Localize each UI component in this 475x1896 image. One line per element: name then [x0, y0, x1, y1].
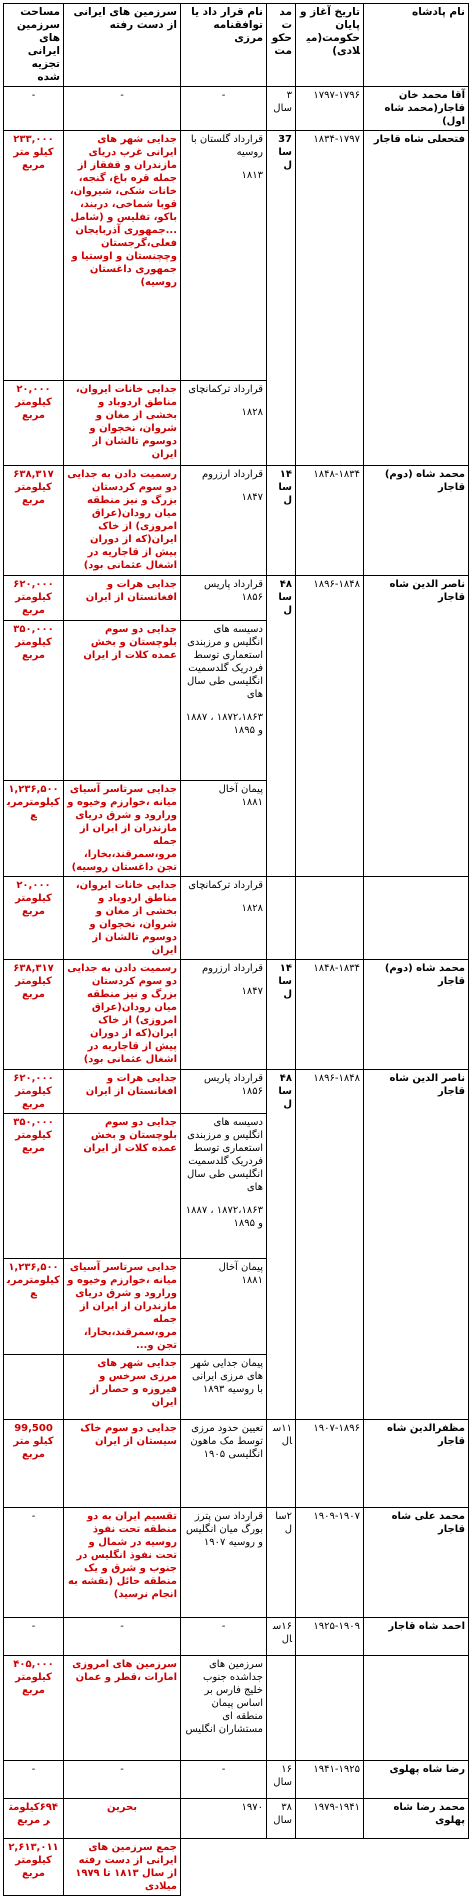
- treaty-cell: [181, 131, 267, 381]
- treaty-year: ۱۸۱۳: [241, 170, 263, 181]
- period-cell: ۱۸۹۶-۱۸۴۸: [296, 1070, 364, 1420]
- treaty-name: قرارداد ارزروم: [201, 469, 263, 480]
- treaty-cell: تعیین حدود مرزی توسط مک ماهون انگلیسی ۱۹۰۵: [181, 1420, 267, 1508]
- treaty-cell: [181, 381, 267, 466]
- treaty-year: ۱۸۸۱: [241, 1275, 263, 1286]
- duration-cell: ۳۸ سال: [267, 1799, 296, 1839]
- lost-cell: رسمیت دادن به جدایی دو سوم کردستان بزرگ و نیز منطقه میان رودان(عراق امروزی) از خاک ایران(که از دوران پیش از قاجاریه در اشغال عثمانی بود): [64, 466, 181, 576]
- area-cell: ۲۰,۰۰۰ کیلومتر مربع: [4, 877, 64, 960]
- treaty-year: ۱۸۵۶: [241, 592, 263, 603]
- period-cell: ۱۹۷۹-۱۹۴۱: [296, 1799, 364, 1839]
- header-row: [4, 4, 469, 87]
- table-row: [4, 1656, 469, 1761]
- king-cell: محمد شاه (دوم) قاجار: [364, 466, 469, 576]
- treaty-cell: -: [181, 1761, 267, 1799]
- king-cell: رضا شاه پهلوی: [364, 1761, 469, 1799]
- king-cell: مظفرالدین شاه قاجار: [364, 1420, 469, 1508]
- king-cell: احمد شاه قاجار: [364, 1618, 469, 1656]
- lost-cell: -: [64, 87, 181, 131]
- area-cell: ۲۳۳,۰۰۰ کیلو متر مربع: [4, 131, 64, 381]
- area-cell: -: [4, 1761, 64, 1799]
- lost-cell: سرزمین های امروزی امارات ،قطر و عمان: [64, 1656, 181, 1761]
- treaty-year: ۱۸۸۱: [241, 797, 263, 808]
- period-cell: ۱۸۴۸-۱۸۳۴: [296, 466, 364, 576]
- area-cell: ۶۹۴کیلومتر مربع: [4, 1799, 64, 1839]
- treaty-cell: [181, 877, 267, 960]
- period-cell: [296, 877, 364, 960]
- table-row: [4, 1799, 469, 1839]
- lost-cell: جدایی هرات و افغانستان از ایران: [64, 576, 181, 621]
- area-cell: ۶۳۸,۳۱۷ کیلومتر مربع: [4, 466, 64, 576]
- duration-cell: ۱۴ سال: [267, 466, 296, 576]
- treaty-cell: [181, 1070, 267, 1114]
- treaty-cell: [181, 621, 267, 781]
- treaty-name: قرارداد پاریس: [204, 579, 263, 590]
- king-cell: محمد علی شاه قاجار: [364, 1508, 469, 1618]
- period-cell: ۱۹۰۷-۱۸۹۶: [296, 1420, 364, 1508]
- treaty-name: پیمان آخال: [218, 784, 263, 795]
- treaty-year: ۱۸۷۲،۱۸۶۳ ، ۱۸۸۷ و ۱۸۹۵: [185, 712, 263, 736]
- treaty-name: دسیسه های انگلیس و مرزبندی استعماری توسط فردریک گلدسمیت انگلیسی طی سال های: [186, 624, 263, 700]
- treaty-cell: [181, 466, 267, 576]
- area-cell: ۳۵۰,۰۰۰ کیلومتر مربع: [4, 1114, 64, 1259]
- lost-cell: جدایی هرات و افغانستان از ایران: [64, 1070, 181, 1114]
- treaty-cell: [181, 1114, 267, 1259]
- period-cell: ۱۸۴۸-۱۸۳۴: [296, 960, 364, 1070]
- header-king: نام پادشاه: [364, 4, 469, 87]
- table-row: [4, 960, 469, 1070]
- area-cell: ۱,۲۳۶,۵۰۰ کیلومترمربع: [4, 1259, 64, 1355]
- lost-cell: جدایی خانات ایروان، مناطق اردوباد و بخشی از مغان و شروان، نخجوان و دوسوم تالشان از ایران: [64, 381, 181, 466]
- period-cell: ۱۷۹۷-۱۷۹۶: [296, 87, 364, 131]
- treaty-cell: ۱۹۷۰: [181, 1799, 267, 1839]
- header-area: مساحت سرزمین های ایرانی تجزیه شده: [4, 4, 64, 87]
- king-cell: [364, 877, 469, 960]
- period-cell: [296, 1656, 364, 1761]
- duration-cell: 37سال: [267, 131, 296, 466]
- duration-cell: ۲سال: [267, 1508, 296, 1618]
- area-cell: [4, 1355, 64, 1420]
- table-row: [4, 1618, 469, 1656]
- lost-cell: جدایی خانات ایروان، مناطق اردوباد و بخشی از مغان و شروان، نخجوان و دوسوم تالشان از ایران: [64, 877, 181, 960]
- table-row: [4, 1508, 469, 1618]
- king-cell: محمد رضا شاه پهلوی: [364, 1799, 469, 1839]
- period-cell: ۱۸۹۶-۱۸۴۸: [296, 576, 364, 877]
- duration-cell: ۱۶سال: [267, 1618, 296, 1656]
- duration-cell: ۴۸ سال: [267, 576, 296, 877]
- treaty-cell: -: [181, 87, 267, 131]
- period-cell: ۱۹۴۱-۱۹۲۵: [296, 1761, 364, 1799]
- header-treaty: نام قرار داد یا توافقنامه مرزی: [181, 4, 267, 87]
- treaty-year: ۱۸۵۶: [241, 1086, 263, 1097]
- total-area-cell: ۲,۶۱۳,۰۱۱ کیلومتر مربع: [4, 1839, 64, 1896]
- treaty-name: دسیسه های انگلیس و مرزبندی استعماری توسط فردریک گلدسمیت انگلیسی طی سال های: [186, 1117, 263, 1193]
- treaty-cell: [181, 960, 267, 1070]
- total-row: [4, 1839, 469, 1896]
- lost-cell: تقسیم ایران به دو منطقه تحت نفوذ روسیه در شمال و تحت نفوذ انگلیس در جنوب و شرق و یک منطقه حائل (نقشه به انجام نرسید): [64, 1508, 181, 1618]
- lost-cell: جدایی شهر های ایرانی غرب دریای مازندران و قفقاز از جمله قره باغ، گنجه، خانات شکی، شیروان، قوبا شماخی، دربند، باکو، تفلیس و (شامل ...جمهوری آذربایجان فعلی،گرجستان وچچنستان و اوستیا و جمهوری داغستان روسیه): [64, 131, 181, 381]
- lost-cell: رسمیت دادن به جدایی دو سوم کردستان بزرگ و نیز منطقه میان رودان(عراق امروزی) از خاک ایران(که از دوران پیش از قاجاریه در اشغال عثمانی بود): [64, 960, 181, 1070]
- treaty-name: قرارداد پاریس: [204, 1073, 263, 1084]
- lost-cell: -: [64, 1761, 181, 1799]
- period-cell: ۱۹۲۵-۱۹۰۹: [296, 1618, 364, 1656]
- area-cell: ۴۰۵,۰۰۰ کیلومتر مربع: [4, 1656, 64, 1761]
- treaty-cell: سرزمین های جداشده جنوب خلیج فارس بر اساس پیمان منطقه ای مستشاران انگلیس: [181, 1656, 267, 1761]
- treaty-cell: قرارداد سن پترز بورگ میان انگلیس و روسیه ۱۹۰۷: [181, 1508, 267, 1618]
- period-cell: ۱۹۰۹-۱۹۰۷: [296, 1508, 364, 1618]
- duration-cell: ۴۸ سال: [267, 1070, 296, 1420]
- table-row: [4, 131, 469, 381]
- table-row: [4, 466, 469, 576]
- lost-cell: -: [64, 1618, 181, 1656]
- lost-cell: جدایی دو سوم بلوچستان و بخش عمده کلات از ایران: [64, 1114, 181, 1259]
- treaty-cell: پیمان جدایی شهر های مرزی ایرانی با روسیه ۱۸۹۳: [181, 1355, 267, 1420]
- lost-cell: جدایی دو سوم بلوچستان و بخش عمده کلات از ایران: [64, 621, 181, 781]
- header-lost: سرزمین های ایرانی از دست رفته: [64, 4, 181, 87]
- treaty-name: قرارداد ارزروم: [201, 963, 263, 974]
- area-cell: ۶۲۰,۰۰۰ کیلومتر مربع: [4, 1070, 64, 1114]
- treaty-cell: [181, 781, 267, 877]
- treaty-name: قرارداد ترکمانچای: [188, 880, 263, 891]
- treaty-year: ۱۸۲۸: [241, 407, 263, 418]
- treaty-name: قرارداد ترکمانچای: [188, 384, 263, 395]
- king-cell: ناصر الدین شاه قاجار: [364, 1070, 469, 1420]
- treaty-cell: [181, 576, 267, 621]
- table-row: [4, 1761, 469, 1799]
- treaty-cell: -: [181, 1618, 267, 1656]
- area-cell: ۶۳۸,۳۱۷ کیلومتر مربع: [4, 960, 64, 1070]
- lost-cell: جدایی شهر های مرزی سرخس و فیروزه و حصار از ایران: [64, 1355, 181, 1420]
- lost-cell: جدایی دو سوم خاک سیستان از ایران: [64, 1420, 181, 1508]
- table-row: [4, 1070, 469, 1114]
- treaty-year: ۱۸۴۷: [241, 986, 263, 997]
- duration-cell: ۱۴ سال: [267, 960, 296, 1070]
- treaty-year: ۱۸۴۷: [241, 492, 263, 503]
- king-cell: آقا محمد خان قاجار(محمد شاه اول): [364, 87, 469, 131]
- duration-cell: [267, 877, 296, 960]
- area-cell: ۶۲۰,۰۰۰ کیلومتر مربع: [4, 576, 64, 621]
- table-row: [4, 1420, 469, 1508]
- king-cell: فتحعلی شاه قاجار: [364, 131, 469, 466]
- area-cell: ۲۰,۰۰۰ کیلومتر مربع: [4, 381, 64, 466]
- area-cell: 99,500 کیلو متر مربع: [4, 1420, 64, 1508]
- treaty-year: ۱۸۷۲،۱۸۶۳ ، ۱۸۸۷ و ۱۸۹۵: [185, 1205, 263, 1229]
- treaty-cell: [181, 1259, 267, 1355]
- territory-loss-table: [3, 3, 469, 1896]
- header-period: تاریخ آغاز و پایان حکومت(میلادی): [296, 4, 364, 87]
- duration-cell: ۱۶ سال: [267, 1761, 296, 1799]
- area-cell: ۱,۲۳۶,۵۰۰ کیلومترمربع: [4, 781, 64, 877]
- area-cell: -: [4, 87, 64, 131]
- duration-cell: ۳ سال: [267, 87, 296, 131]
- table-row: [4, 87, 469, 131]
- table-row: [4, 877, 469, 960]
- king-cell: محمد شاه (دوم) قاجار: [364, 960, 469, 1070]
- treaty-name: پیمان آخال: [218, 1262, 263, 1273]
- duration-cell: [267, 1656, 296, 1761]
- total-lost-cell: جمع سرزمین های ایرانی از دست رفته از سال ۱۸۱۳ تا ۱۹۷۹ میلادی: [64, 1839, 181, 1896]
- king-cell: [364, 1656, 469, 1761]
- lost-cell: جدایی سرتاسر آسیای میانه ،خوارزم وخیوه و ورارود و شرق دریای مازندران از ایران از جمله مرو،سمرقند،بخارا، تجن داغستان روسیه): [64, 781, 181, 877]
- area-cell: -: [4, 1508, 64, 1618]
- lost-cell: جدایی سرتاسر آسیای میانه ،خوارزم وخیوه و ورارود و شرق دریای مازندران از ایران از جمله مرو،سمرقند،بخارا، تجن و...: [64, 1259, 181, 1355]
- period-cell: ۱۸۳۴-۱۷۹۷: [296, 131, 364, 466]
- area-cell: ۳۵۰,۰۰۰ کیلومتر مربع: [4, 621, 64, 781]
- area-cell: -: [4, 1618, 64, 1656]
- king-cell: ناصر الدین شاه قاجار: [364, 576, 469, 877]
- treaty-year: ۱۸۲۸: [241, 903, 263, 914]
- duration-cell: ۱۱سال: [267, 1420, 296, 1508]
- header-duration: مدت حکومت: [267, 4, 296, 87]
- table-row: [4, 576, 469, 621]
- lost-cell: بحرین: [64, 1799, 181, 1839]
- treaty-name: قرارداد گلستان با روسیه: [190, 134, 263, 158]
